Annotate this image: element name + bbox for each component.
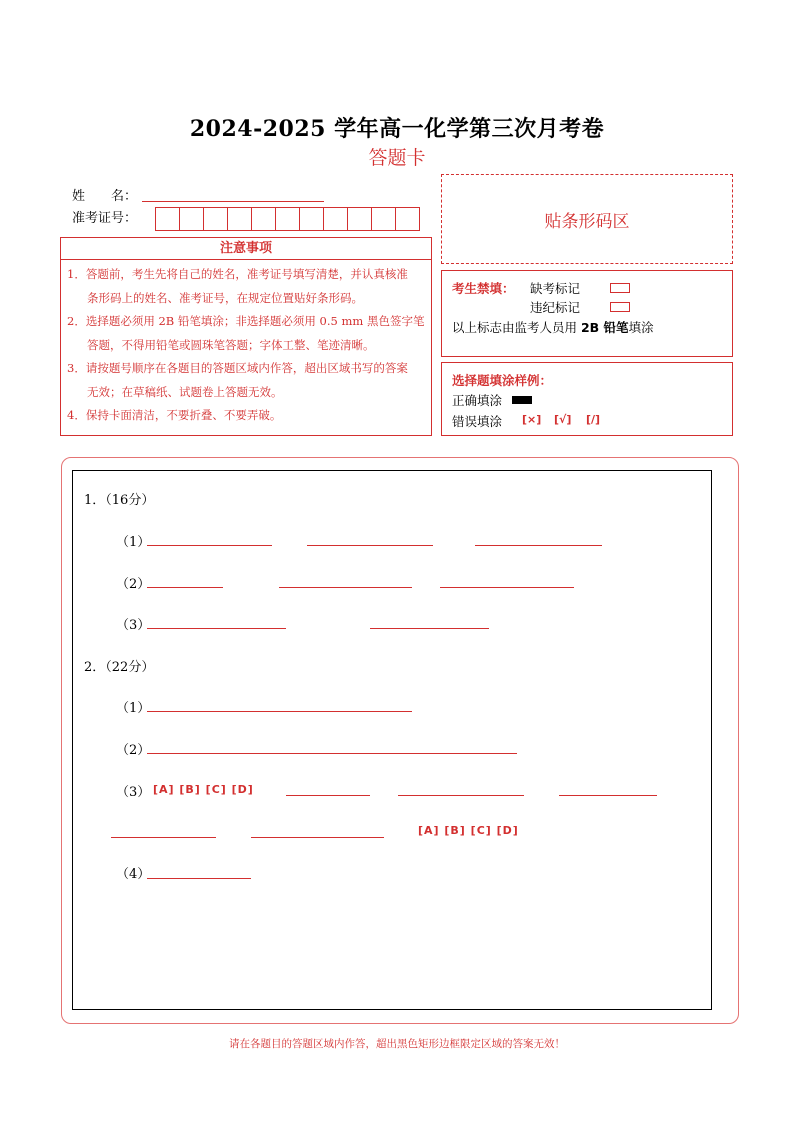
id-digit-box[interactable]: [227, 207, 252, 231]
answer-blank[interactable]: [559, 795, 657, 796]
page-title: 2024-2025 学年高一化学第三次月考卷: [189, 116, 605, 142]
id-digit-box[interactable]: [251, 207, 276, 231]
answer-blank[interactable]: [370, 628, 489, 629]
sample-title: 选择题填涂样例：: [452, 373, 553, 388]
question-1-label: 1．（16分）: [84, 493, 155, 508]
id-digit-box[interactable]: [203, 207, 228, 231]
id-label: 准考证号：: [72, 211, 138, 226]
name-label: 姓 名：: [72, 189, 138, 204]
correct-label: 正确填涂: [452, 393, 503, 408]
notice-item: 无效；在草稿纸、试题卷上答题无效。: [87, 384, 283, 399]
answer-blank[interactable]: [251, 837, 384, 838]
id-digit-box[interactable]: [371, 207, 396, 231]
q2-part-2-label: （2）: [116, 743, 151, 758]
id-number-boxes[interactable]: [156, 207, 420, 231]
id-digit-box[interactable]: [323, 207, 348, 231]
answer-blank[interactable]: [147, 878, 251, 879]
id-digit-box[interactable]: [347, 207, 372, 231]
answer-blank[interactable]: [398, 795, 524, 796]
prohibit-note-suffix: 填涂: [628, 320, 654, 335]
answer-blank[interactable]: [147, 753, 517, 754]
id-digit-box[interactable]: [155, 207, 180, 231]
q2-part-1-label: （1）: [116, 701, 151, 716]
id-digit-box[interactable]: [299, 207, 324, 231]
notice-header: [60, 237, 432, 260]
q2-part-3-label: （3）: [116, 785, 151, 800]
notice-item: 1．答题前，考生先将自己的姓名，准考证号填写清楚，并认真核准: [67, 267, 408, 281]
answer-blank[interactable]: [286, 795, 370, 796]
notice-title: 注意事项: [61, 238, 431, 260]
q1-part-3-label: （3）: [116, 618, 151, 633]
notice-item: 4．保持卡面清洁，不要折叠、不要弄破。: [67, 408, 282, 422]
prohibit-note: [452, 318, 654, 336]
page-subtitle: 答题卡: [368, 147, 426, 169]
notice-item: 3．请按题号顺序在各题目的答题区域内作答，超出区域书写的答案: [67, 361, 408, 375]
name-field[interactable]: [142, 201, 324, 202]
answer-blank[interactable]: [147, 628, 286, 629]
question-2-label: 2．（22分）: [84, 660, 155, 675]
answer-blank[interactable]: [475, 545, 602, 546]
violation-mark-box[interactable]: [610, 302, 630, 312]
wrong-mark: [√]: [554, 413, 572, 426]
q1-part-1-label: （1）: [116, 535, 151, 550]
prohibit-title: 考生禁填：: [452, 281, 515, 296]
id-digit-box[interactable]: [275, 207, 300, 231]
notice-box: [60, 259, 432, 436]
prohibit-note-bold: 2B 铅笔: [580, 320, 629, 335]
correct-fill-sample: [512, 396, 532, 404]
answer-blank[interactable]: [147, 711, 412, 712]
choice-options[interactable]: [A] [B] [C] [D]: [418, 824, 519, 837]
choice-options[interactable]: [A] [B] [C] [D]: [153, 783, 254, 796]
barcode-area: [441, 174, 733, 264]
prohibit-box: [441, 270, 733, 357]
barcode-label: 贴条形码区: [544, 211, 630, 232]
answer-blank[interactable]: [147, 545, 272, 546]
notice-item: 条形码上的姓名、准考证号，在规定位置贴好条形码。: [87, 290, 363, 305]
answer-blank[interactable]: [307, 545, 433, 546]
sample-box: [441, 362, 733, 436]
notice-item: 2．选择题必须用 2B 铅笔填涂；非选择题必须用 0.5 mm 黑色签字笔: [67, 314, 425, 328]
prohibit-note-prefix: 以上标志由监考人员用: [452, 320, 581, 335]
answer-region: [72, 470, 712, 1010]
answer-blank[interactable]: [147, 587, 223, 588]
id-digit-box[interactable]: [395, 207, 420, 231]
violation-label: 违纪标记: [530, 300, 581, 315]
q2-part-4-label: （4）: [116, 867, 151, 882]
footer-warning: 请在各题目的答题区域内作答，超出黑色矩形边框限定区域的答案无效！: [229, 1038, 565, 1050]
answer-blank[interactable]: [440, 587, 574, 588]
wrong-mark: [/]: [586, 413, 601, 426]
absent-mark-box[interactable]: [610, 283, 630, 293]
id-digit-box[interactable]: [179, 207, 204, 231]
answer-blank[interactable]: [279, 587, 412, 588]
q1-part-2-label: （2）: [116, 577, 151, 592]
absent-label: 缺考标记: [530, 281, 581, 296]
notice-item: 答题，不得用铅笔或圆珠笔答题；字体工整、笔迹清晰。: [87, 337, 375, 352]
wrong-label: 错误填涂: [452, 414, 503, 429]
wrong-mark: [×]: [522, 413, 542, 426]
answer-blank[interactable]: [111, 837, 216, 838]
